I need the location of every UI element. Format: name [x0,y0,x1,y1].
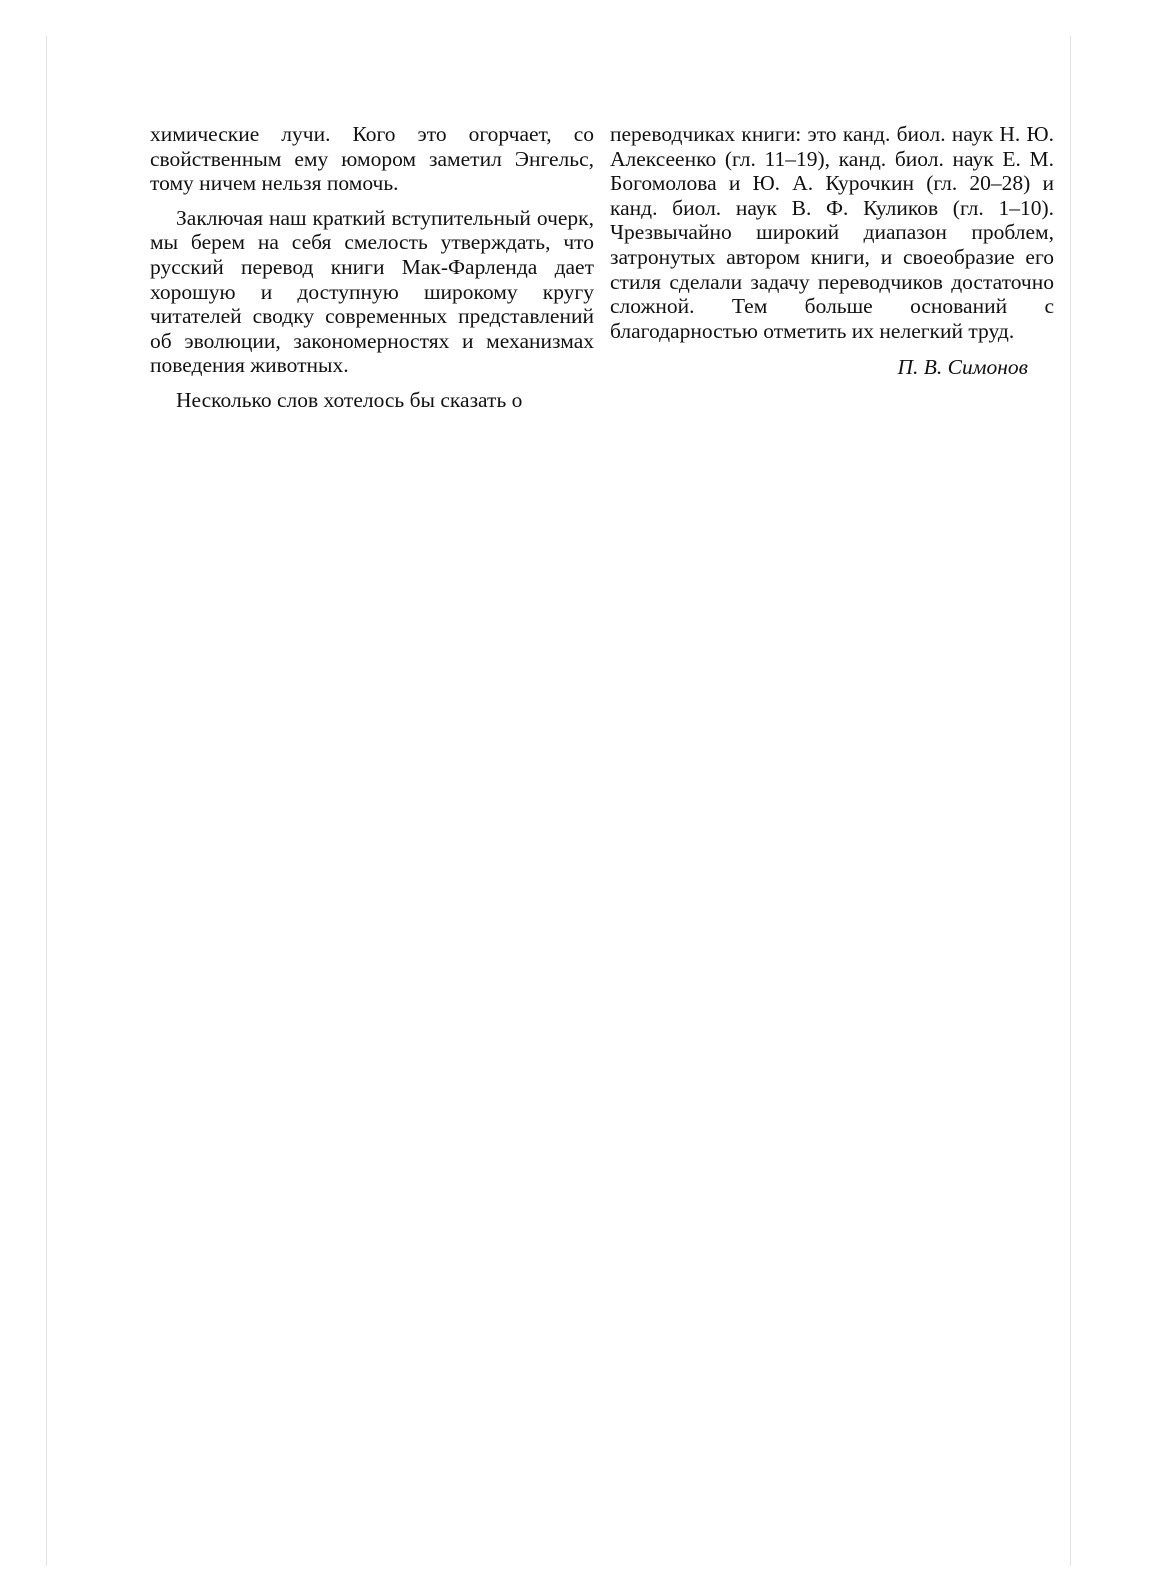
left-text-column [150,122,594,423]
author-signature: П. В. Симонов [897,355,1028,380]
page-edge-right [1070,36,1071,1566]
paragraph-translators: переводчиках книги: это канд. биол. наук Н. Ю. Алексеенко (гл. 11–19), канд. биол. наук Е. М. Богомолова и Ю. А. Курочкин (гл. 20–28) и канд. биол. наук В. Ф. Куликов (гл. 1–10). Чрезвычайно широкий диапазон проблем, затронутых автором книги, и своеобразие его стиля сделали задачу переводчиков достаточно сложной. Тем больше оснований с благодарностью отметить их нелегкий труд. [610,122,1054,343]
paragraph-conclusion: Заключая наш краткий вступительный очерк, мы берем на себя смелость утверждать, что русский перевод книги Мак-Фарленда дает хорошую и доступную широкому кругу читателей сводку современных представлений об эволюции, закономерностях и механизмах поведения животных. [150,205,594,378]
right-text-column [610,122,1054,380]
paragraph-continuation: химические лучи. Кого это огорчает, со свойственным ему юмором заметил Энгельс, тому ничем нельзя помочь. [150,122,594,196]
paragraph-translators-intro: Несколько слов хотелось бы сказать о [176,387,523,412]
page-edge-left [46,36,47,1566]
